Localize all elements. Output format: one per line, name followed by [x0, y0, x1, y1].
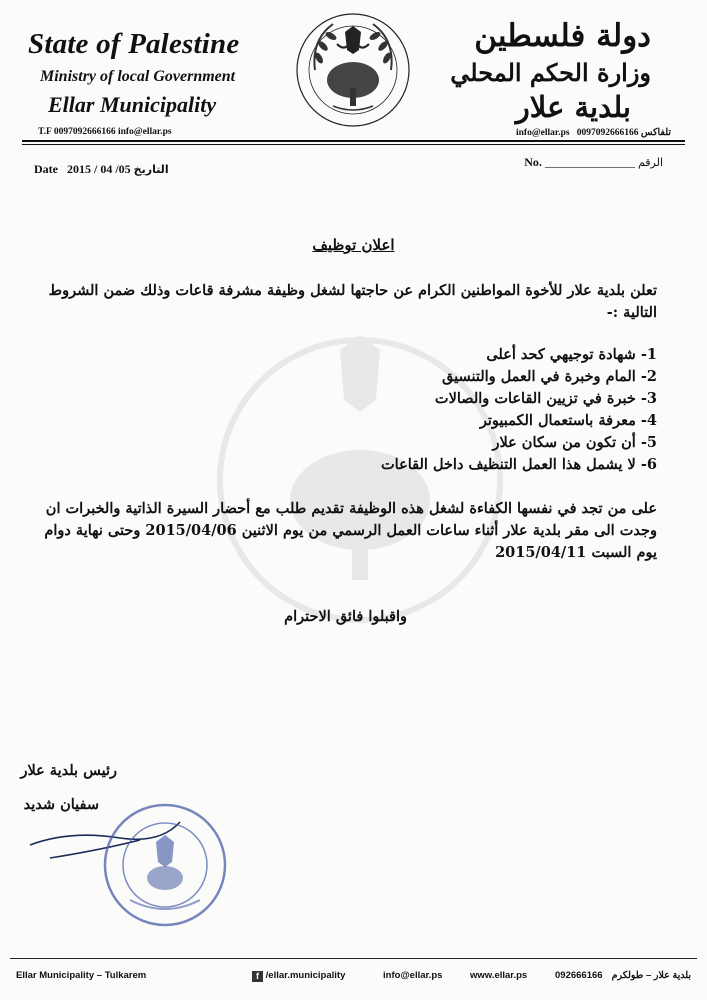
date-value: 2015 / 04 /05 [67, 162, 131, 176]
announcement-heading [0, 236, 707, 254]
arabic-municipality-name: بلدية علار [515, 90, 631, 124]
list-item: 1- شهادة توجيهي كحد أعلى [486, 346, 657, 363]
list-item: 3- خبرة في تزيين القاعات والصالات [434, 390, 657, 407]
english-contact-line: T.F 0097092666166 info@ellar.ps [38, 127, 172, 137]
date-field [34, 162, 169, 177]
english-state-title: State of Palestine [28, 28, 240, 60]
footer-phone: 092666166 [555, 970, 603, 981]
arabic-state-title: دولة فلسطين [474, 18, 651, 54]
footer-municipality: Ellar Municipality – Tulkarem [16, 970, 147, 981]
list-item: 2- المام وخبرة في العمل والتنسيق [442, 368, 657, 385]
date-label: Date [34, 162, 58, 176]
signer-name: سفيان شديد [23, 796, 99, 813]
facebook-icon: f [252, 971, 263, 982]
header-rule-thin [22, 144, 685, 145]
footer-facebook[interactable] [252, 970, 345, 982]
closing-line: واقبلوا فائق الاحترام [284, 608, 407, 625]
number-blank: _______________ [544, 155, 635, 169]
number-label: No. [524, 155, 542, 169]
reference-number-field [524, 155, 663, 170]
english-municipality-name: Ellar Municipality [48, 92, 217, 117]
footer-email[interactable]: info@ellar.ps [383, 970, 443, 981]
list-item: 6- لا يشمل هذا العمل التنظيف داخل القاعات [381, 456, 657, 473]
heading-text: اعلان توظيف [312, 236, 395, 254]
intro-paragraph: تعلن بلدية علار للأخوة المواطنين الكرام عن حاجتها لشغل وظيفة مشرفة قاعات وذلك ضمن الشروط التالية :- [48, 282, 657, 321]
facebook-link[interactable]: /ellar.municipality [265, 970, 346, 981]
contact-phone: 0097092666166 [576, 128, 639, 138]
application-paragraph: على من تجد في نفسها الكفاءة لشغل هذه الوظيفة تقديم طلب مع أحضار السيرة الذاتية والخبرات ان وجدت الى مقر بلدية علار أثناء ساعات العمل الرسمي من يوم الاثنين 2015/04/06 وحتى نهاية دوام يوم السبت 2015/04/11 [44, 500, 657, 561]
date-label-arabic: التاريخ [133, 163, 169, 176]
arabic-contact-line [516, 127, 671, 138]
number-label-arabic: الرقم [637, 156, 663, 169]
signer-title: رئيس بلدية علار [20, 762, 117, 779]
footer-arabic-name: بلدية علار – طولكرم [611, 970, 691, 981]
english-ministry-name: Ministry of local Government [40, 68, 236, 85]
contact-email: info@ellar.ps [516, 128, 570, 138]
footer-website[interactable]: www.ellar.ps [470, 970, 528, 981]
list-item: 4- معرفة باستعمال الكمبيوتر [479, 412, 657, 429]
municipality-emblem-logo [293, 10, 413, 135]
arabic-ministry-name: وزارة الحكم المحلي [450, 58, 651, 87]
footer-rule [10, 958, 697, 959]
contact-label: تلفاكس [640, 128, 671, 138]
conditions-list [237, 344, 657, 476]
official-stamp [100, 800, 230, 930]
header-rule-thick [22, 140, 685, 142]
list-item: 5- أن تكون من سكان علار [492, 434, 657, 451]
